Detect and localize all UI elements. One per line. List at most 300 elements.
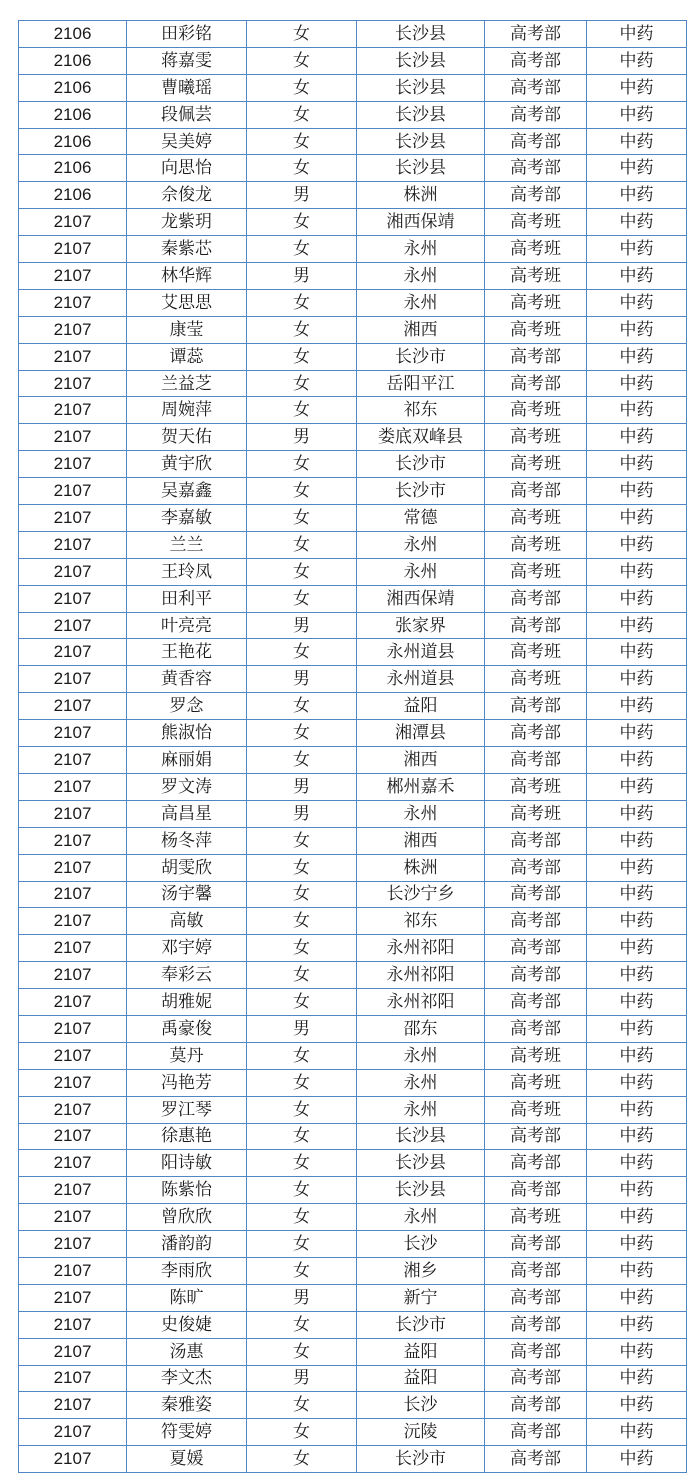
student-name-cell: 兰兰 bbox=[127, 531, 247, 558]
origin-cell: 常德 bbox=[357, 505, 485, 532]
department-cell: 高考部 bbox=[485, 720, 587, 747]
class-cell: 2107 bbox=[19, 720, 127, 747]
roster-body bbox=[19, 21, 687, 1473]
table-row bbox=[19, 989, 687, 1016]
student-name-cell: 高敏 bbox=[127, 908, 247, 935]
gender-cell: 男 bbox=[247, 1365, 357, 1392]
gender-cell: 男 bbox=[247, 666, 357, 693]
origin-cell: 湘西 bbox=[357, 316, 485, 343]
major-cell: 中药 bbox=[587, 1204, 687, 1231]
gender-cell: 女 bbox=[247, 585, 357, 612]
department-cell: 高考班 bbox=[485, 451, 587, 478]
origin-cell: 永州道县 bbox=[357, 639, 485, 666]
origin-cell: 长沙县 bbox=[357, 47, 485, 74]
student-name-cell: 佘俊龙 bbox=[127, 182, 247, 209]
department-cell: 高考部 bbox=[485, 881, 587, 908]
gender-cell: 男 bbox=[247, 773, 357, 800]
class-cell: 2107 bbox=[19, 1204, 127, 1231]
department-cell: 高考班 bbox=[485, 505, 587, 532]
origin-cell: 湘潭县 bbox=[357, 720, 485, 747]
gender-cell: 男 bbox=[247, 424, 357, 451]
major-cell: 中药 bbox=[587, 47, 687, 74]
gender-cell: 男 bbox=[247, 800, 357, 827]
table-row bbox=[19, 1042, 687, 1069]
major-cell: 中药 bbox=[587, 1257, 687, 1284]
major-cell: 中药 bbox=[587, 1284, 687, 1311]
gender-cell: 男 bbox=[247, 612, 357, 639]
origin-cell: 长沙县 bbox=[357, 128, 485, 155]
class-cell: 2106 bbox=[19, 21, 127, 48]
major-cell: 中药 bbox=[587, 1177, 687, 1204]
table-row bbox=[19, 1015, 687, 1042]
origin-cell: 湘乡 bbox=[357, 1257, 485, 1284]
gender-cell: 女 bbox=[247, 531, 357, 558]
table-row bbox=[19, 289, 687, 316]
table-row bbox=[19, 908, 687, 935]
origin-cell: 祁东 bbox=[357, 908, 485, 935]
table-row bbox=[19, 773, 687, 800]
gender-cell: 女 bbox=[247, 693, 357, 720]
student-name-cell: 夏媛 bbox=[127, 1446, 247, 1473]
class-cell: 2107 bbox=[19, 1392, 127, 1419]
class-cell: 2107 bbox=[19, 612, 127, 639]
department-cell: 高考班 bbox=[485, 666, 587, 693]
table-row bbox=[19, 1150, 687, 1177]
class-cell: 2107 bbox=[19, 800, 127, 827]
gender-cell: 女 bbox=[247, 236, 357, 263]
major-cell: 中药 bbox=[587, 639, 687, 666]
origin-cell: 张家界 bbox=[357, 612, 485, 639]
department-cell: 高考部 bbox=[485, 935, 587, 962]
table-row bbox=[19, 1177, 687, 1204]
class-cell: 2107 bbox=[19, 370, 127, 397]
major-cell: 中药 bbox=[587, 478, 687, 505]
class-cell: 2107 bbox=[19, 827, 127, 854]
class-cell: 2107 bbox=[19, 531, 127, 558]
department-cell: 高考班 bbox=[485, 1096, 587, 1123]
class-cell: 2107 bbox=[19, 1284, 127, 1311]
department-cell: 高考部 bbox=[485, 155, 587, 182]
major-cell: 中药 bbox=[587, 155, 687, 182]
department-cell: 高考班 bbox=[485, 263, 587, 290]
major-cell: 中药 bbox=[587, 289, 687, 316]
department-cell: 高考部 bbox=[485, 747, 587, 774]
department-cell: 高考部 bbox=[485, 989, 587, 1016]
class-cell: 2106 bbox=[19, 47, 127, 74]
major-cell: 中药 bbox=[587, 1096, 687, 1123]
student-name-cell: 罗江琴 bbox=[127, 1096, 247, 1123]
roster-sheet bbox=[18, 20, 686, 1470]
table-row bbox=[19, 1365, 687, 1392]
gender-cell: 女 bbox=[247, 74, 357, 101]
class-cell: 2106 bbox=[19, 74, 127, 101]
department-cell: 高考部 bbox=[485, 585, 587, 612]
department-cell: 高考部 bbox=[485, 1123, 587, 1150]
gender-cell: 女 bbox=[247, 128, 357, 155]
class-cell: 2106 bbox=[19, 101, 127, 128]
gender-cell: 女 bbox=[247, 289, 357, 316]
class-cell: 2107 bbox=[19, 908, 127, 935]
origin-cell: 永州 bbox=[357, 1096, 485, 1123]
student-name-cell: 叶亮亮 bbox=[127, 612, 247, 639]
origin-cell: 湘西保靖 bbox=[357, 209, 485, 236]
gender-cell: 女 bbox=[247, 1204, 357, 1231]
origin-cell: 益阳 bbox=[357, 1338, 485, 1365]
table-row bbox=[19, 1338, 687, 1365]
student-name-cell: 蒋嘉雯 bbox=[127, 47, 247, 74]
table-row bbox=[19, 639, 687, 666]
table-row bbox=[19, 1284, 687, 1311]
class-cell: 2107 bbox=[19, 962, 127, 989]
student-name-cell: 秦紫芯 bbox=[127, 236, 247, 263]
class-cell: 2107 bbox=[19, 1177, 127, 1204]
department-cell: 高考部 bbox=[485, 101, 587, 128]
gender-cell: 女 bbox=[247, 1069, 357, 1096]
gender-cell: 女 bbox=[247, 316, 357, 343]
department-cell: 高考部 bbox=[485, 1231, 587, 1258]
student-name-cell: 秦雅姿 bbox=[127, 1392, 247, 1419]
department-cell: 高考班 bbox=[485, 800, 587, 827]
major-cell: 中药 bbox=[587, 424, 687, 451]
gender-cell: 女 bbox=[247, 1419, 357, 1446]
origin-cell: 长沙县 bbox=[357, 1150, 485, 1177]
gender-cell: 女 bbox=[247, 397, 357, 424]
major-cell: 中药 bbox=[587, 558, 687, 585]
gender-cell: 女 bbox=[247, 1257, 357, 1284]
class-cell: 2107 bbox=[19, 1257, 127, 1284]
table-row bbox=[19, 263, 687, 290]
major-cell: 中药 bbox=[587, 1419, 687, 1446]
department-cell: 高考班 bbox=[485, 1204, 587, 1231]
major-cell: 中药 bbox=[587, 1150, 687, 1177]
major-cell: 中药 bbox=[587, 101, 687, 128]
major-cell: 中药 bbox=[587, 343, 687, 370]
class-cell: 2107 bbox=[19, 263, 127, 290]
student-name-cell: 潘韵韵 bbox=[127, 1231, 247, 1258]
class-cell: 2107 bbox=[19, 1419, 127, 1446]
student-name-cell: 曹曦瑶 bbox=[127, 74, 247, 101]
student-name-cell: 胡雅妮 bbox=[127, 989, 247, 1016]
class-cell: 2107 bbox=[19, 397, 127, 424]
student-name-cell: 麻丽娟 bbox=[127, 747, 247, 774]
student-name-cell: 艾思思 bbox=[127, 289, 247, 316]
table-row bbox=[19, 128, 687, 155]
origin-cell: 永州 bbox=[357, 236, 485, 263]
major-cell: 中药 bbox=[587, 962, 687, 989]
table-row bbox=[19, 21, 687, 48]
major-cell: 中药 bbox=[587, 263, 687, 290]
class-cell: 2107 bbox=[19, 1069, 127, 1096]
gender-cell: 女 bbox=[247, 505, 357, 532]
gender-cell: 女 bbox=[247, 1096, 357, 1123]
student-name-cell: 冯艳芳 bbox=[127, 1069, 247, 1096]
origin-cell: 长沙市 bbox=[357, 1311, 485, 1338]
gender-cell: 女 bbox=[247, 881, 357, 908]
gender-cell: 女 bbox=[247, 155, 357, 182]
major-cell: 中药 bbox=[587, 74, 687, 101]
table-row bbox=[19, 505, 687, 532]
major-cell: 中药 bbox=[587, 720, 687, 747]
department-cell: 高考部 bbox=[485, 1311, 587, 1338]
gender-cell: 女 bbox=[247, 1042, 357, 1069]
table-row bbox=[19, 585, 687, 612]
student-name-cell: 田彩铭 bbox=[127, 21, 247, 48]
student-name-cell: 胡雯欣 bbox=[127, 854, 247, 881]
major-cell: 中药 bbox=[587, 1123, 687, 1150]
department-cell: 高考班 bbox=[485, 531, 587, 558]
origin-cell: 长沙市 bbox=[357, 451, 485, 478]
origin-cell: 永州 bbox=[357, 1042, 485, 1069]
origin-cell: 永州道县 bbox=[357, 666, 485, 693]
department-cell: 高考部 bbox=[485, 128, 587, 155]
gender-cell: 女 bbox=[247, 1311, 357, 1338]
class-cell: 2106 bbox=[19, 128, 127, 155]
student-name-cell: 周婉萍 bbox=[127, 397, 247, 424]
department-cell: 高考部 bbox=[485, 21, 587, 48]
table-row bbox=[19, 1096, 687, 1123]
department-cell: 高考班 bbox=[485, 236, 587, 263]
student-name-cell: 龙紫玥 bbox=[127, 209, 247, 236]
class-cell: 2107 bbox=[19, 1123, 127, 1150]
department-cell: 高考部 bbox=[485, 827, 587, 854]
class-cell: 2107 bbox=[19, 639, 127, 666]
gender-cell: 女 bbox=[247, 639, 357, 666]
class-cell: 2107 bbox=[19, 1015, 127, 1042]
class-cell: 2107 bbox=[19, 1150, 127, 1177]
origin-cell: 岳阳平江 bbox=[357, 370, 485, 397]
class-cell: 2107 bbox=[19, 1365, 127, 1392]
major-cell: 中药 bbox=[587, 1015, 687, 1042]
origin-cell: 新宁 bbox=[357, 1284, 485, 1311]
gender-cell: 女 bbox=[247, 1446, 357, 1473]
table-row bbox=[19, 720, 687, 747]
origin-cell: 长沙 bbox=[357, 1392, 485, 1419]
student-name-cell: 黄香容 bbox=[127, 666, 247, 693]
department-cell: 高考部 bbox=[485, 370, 587, 397]
department-cell: 高考班 bbox=[485, 397, 587, 424]
student-name-cell: 王玲凤 bbox=[127, 558, 247, 585]
origin-cell: 湘西 bbox=[357, 827, 485, 854]
origin-cell: 长沙 bbox=[357, 1231, 485, 1258]
table-row bbox=[19, 935, 687, 962]
department-cell: 高考部 bbox=[485, 74, 587, 101]
major-cell: 中药 bbox=[587, 531, 687, 558]
major-cell: 中药 bbox=[587, 827, 687, 854]
student-name-cell: 林华辉 bbox=[127, 263, 247, 290]
origin-cell: 长沙县 bbox=[357, 101, 485, 128]
origin-cell: 永州 bbox=[357, 800, 485, 827]
student-name-cell: 曾欣欣 bbox=[127, 1204, 247, 1231]
major-cell: 中药 bbox=[587, 800, 687, 827]
origin-cell: 湘西 bbox=[357, 747, 485, 774]
major-cell: 中药 bbox=[587, 1392, 687, 1419]
department-cell: 高考班 bbox=[485, 773, 587, 800]
table-row bbox=[19, 101, 687, 128]
student-name-cell: 向思怡 bbox=[127, 155, 247, 182]
department-cell: 高考部 bbox=[485, 182, 587, 209]
major-cell: 中药 bbox=[587, 773, 687, 800]
student-name-cell: 吴嘉鑫 bbox=[127, 478, 247, 505]
student-name-cell: 段佩芸 bbox=[127, 101, 247, 128]
origin-cell: 永州祁阳 bbox=[357, 935, 485, 962]
student-name-cell: 吴美婷 bbox=[127, 128, 247, 155]
department-cell: 高考班 bbox=[485, 316, 587, 343]
department-cell: 高考班 bbox=[485, 424, 587, 451]
student-name-cell: 熊淑怡 bbox=[127, 720, 247, 747]
origin-cell: 娄底双峰县 bbox=[357, 424, 485, 451]
major-cell: 中药 bbox=[587, 1446, 687, 1473]
origin-cell: 永州祁阳 bbox=[357, 989, 485, 1016]
class-cell: 2107 bbox=[19, 236, 127, 263]
student-name-cell: 田利平 bbox=[127, 585, 247, 612]
table-row bbox=[19, 854, 687, 881]
table-row bbox=[19, 558, 687, 585]
table-row bbox=[19, 424, 687, 451]
major-cell: 中药 bbox=[587, 21, 687, 48]
department-cell: 高考部 bbox=[485, 343, 587, 370]
class-cell: 2107 bbox=[19, 424, 127, 451]
gender-cell: 女 bbox=[247, 370, 357, 397]
gender-cell: 女 bbox=[247, 478, 357, 505]
student-name-cell: 谭蕊 bbox=[127, 343, 247, 370]
class-cell: 2107 bbox=[19, 451, 127, 478]
table-row bbox=[19, 236, 687, 263]
class-cell: 2107 bbox=[19, 1311, 127, 1338]
origin-cell: 长沙县 bbox=[357, 21, 485, 48]
student-name-cell: 贺天佑 bbox=[127, 424, 247, 451]
origin-cell: 永州 bbox=[357, 1069, 485, 1096]
table-row bbox=[19, 155, 687, 182]
origin-cell: 长沙市 bbox=[357, 478, 485, 505]
major-cell: 中药 bbox=[587, 585, 687, 612]
gender-cell: 女 bbox=[247, 989, 357, 1016]
table-row bbox=[19, 1123, 687, 1150]
table-row bbox=[19, 1231, 687, 1258]
class-cell: 2107 bbox=[19, 1446, 127, 1473]
table-row bbox=[19, 451, 687, 478]
major-cell: 中药 bbox=[587, 881, 687, 908]
origin-cell: 益阳 bbox=[357, 693, 485, 720]
gender-cell: 女 bbox=[247, 21, 357, 48]
gender-cell: 女 bbox=[247, 209, 357, 236]
student-name-cell: 李雨欣 bbox=[127, 1257, 247, 1284]
major-cell: 中药 bbox=[587, 693, 687, 720]
class-cell: 2107 bbox=[19, 478, 127, 505]
student-name-cell: 罗念 bbox=[127, 693, 247, 720]
gender-cell: 女 bbox=[247, 962, 357, 989]
gender-cell: 女 bbox=[247, 101, 357, 128]
origin-cell: 邵东 bbox=[357, 1015, 485, 1042]
major-cell: 中药 bbox=[587, 236, 687, 263]
class-cell: 2107 bbox=[19, 666, 127, 693]
major-cell: 中药 bbox=[587, 316, 687, 343]
department-cell: 高考部 bbox=[485, 1150, 587, 1177]
table-row bbox=[19, 531, 687, 558]
table-row bbox=[19, 1392, 687, 1419]
class-cell: 2106 bbox=[19, 155, 127, 182]
table-row bbox=[19, 881, 687, 908]
class-cell: 2107 bbox=[19, 773, 127, 800]
table-row bbox=[19, 747, 687, 774]
student-name-cell: 杨冬萍 bbox=[127, 827, 247, 854]
table-row bbox=[19, 666, 687, 693]
major-cell: 中药 bbox=[587, 1365, 687, 1392]
table-row bbox=[19, 1257, 687, 1284]
origin-cell: 祁东 bbox=[357, 397, 485, 424]
gender-cell: 女 bbox=[247, 1177, 357, 1204]
department-cell: 高考班 bbox=[485, 639, 587, 666]
class-cell: 2107 bbox=[19, 989, 127, 1016]
department-cell: 高考班 bbox=[485, 209, 587, 236]
student-name-cell: 罗文涛 bbox=[127, 773, 247, 800]
gender-cell: 女 bbox=[247, 1231, 357, 1258]
department-cell: 高考部 bbox=[485, 1419, 587, 1446]
department-cell: 高考部 bbox=[485, 478, 587, 505]
origin-cell: 长沙县 bbox=[357, 74, 485, 101]
origin-cell: 株洲 bbox=[357, 854, 485, 881]
table-row bbox=[19, 693, 687, 720]
class-cell: 2107 bbox=[19, 585, 127, 612]
origin-cell: 湘西保靖 bbox=[357, 585, 485, 612]
origin-cell: 长沙县 bbox=[357, 1177, 485, 1204]
gender-cell: 男 bbox=[247, 1284, 357, 1311]
gender-cell: 女 bbox=[247, 908, 357, 935]
gender-cell: 女 bbox=[247, 47, 357, 74]
department-cell: 高考部 bbox=[485, 1365, 587, 1392]
class-cell: 2107 bbox=[19, 316, 127, 343]
class-cell: 2107 bbox=[19, 209, 127, 236]
department-cell: 高考班 bbox=[485, 1069, 587, 1096]
student-name-cell: 高昌星 bbox=[127, 800, 247, 827]
gender-cell: 女 bbox=[247, 558, 357, 585]
origin-cell: 永州 bbox=[357, 289, 485, 316]
class-cell: 2107 bbox=[19, 1042, 127, 1069]
table-row bbox=[19, 1311, 687, 1338]
gender-cell: 女 bbox=[247, 1123, 357, 1150]
table-row bbox=[19, 397, 687, 424]
major-cell: 中药 bbox=[587, 370, 687, 397]
department-cell: 高考部 bbox=[485, 1284, 587, 1311]
gender-cell: 女 bbox=[247, 854, 357, 881]
class-cell: 2107 bbox=[19, 1338, 127, 1365]
major-cell: 中药 bbox=[587, 182, 687, 209]
class-cell: 2107 bbox=[19, 343, 127, 370]
origin-cell: 永州 bbox=[357, 531, 485, 558]
table-row bbox=[19, 478, 687, 505]
table-row bbox=[19, 182, 687, 209]
major-cell: 中药 bbox=[587, 989, 687, 1016]
student-name-cell: 邓宇婷 bbox=[127, 935, 247, 962]
table-row bbox=[19, 47, 687, 74]
gender-cell: 男 bbox=[247, 1015, 357, 1042]
major-cell: 中药 bbox=[587, 1042, 687, 1069]
department-cell: 高考部 bbox=[485, 1257, 587, 1284]
table-row bbox=[19, 800, 687, 827]
department-cell: 高考部 bbox=[485, 1446, 587, 1473]
major-cell: 中药 bbox=[587, 854, 687, 881]
major-cell: 中药 bbox=[587, 666, 687, 693]
gender-cell: 男 bbox=[247, 182, 357, 209]
student-name-cell: 汤宇馨 bbox=[127, 881, 247, 908]
table-row bbox=[19, 343, 687, 370]
gender-cell: 女 bbox=[247, 720, 357, 747]
department-cell: 高考部 bbox=[485, 1177, 587, 1204]
student-name-cell: 符雯婷 bbox=[127, 1419, 247, 1446]
student-name-cell: 禹豪俊 bbox=[127, 1015, 247, 1042]
class-cell: 2107 bbox=[19, 505, 127, 532]
table-row bbox=[19, 962, 687, 989]
gender-cell: 女 bbox=[247, 1150, 357, 1177]
